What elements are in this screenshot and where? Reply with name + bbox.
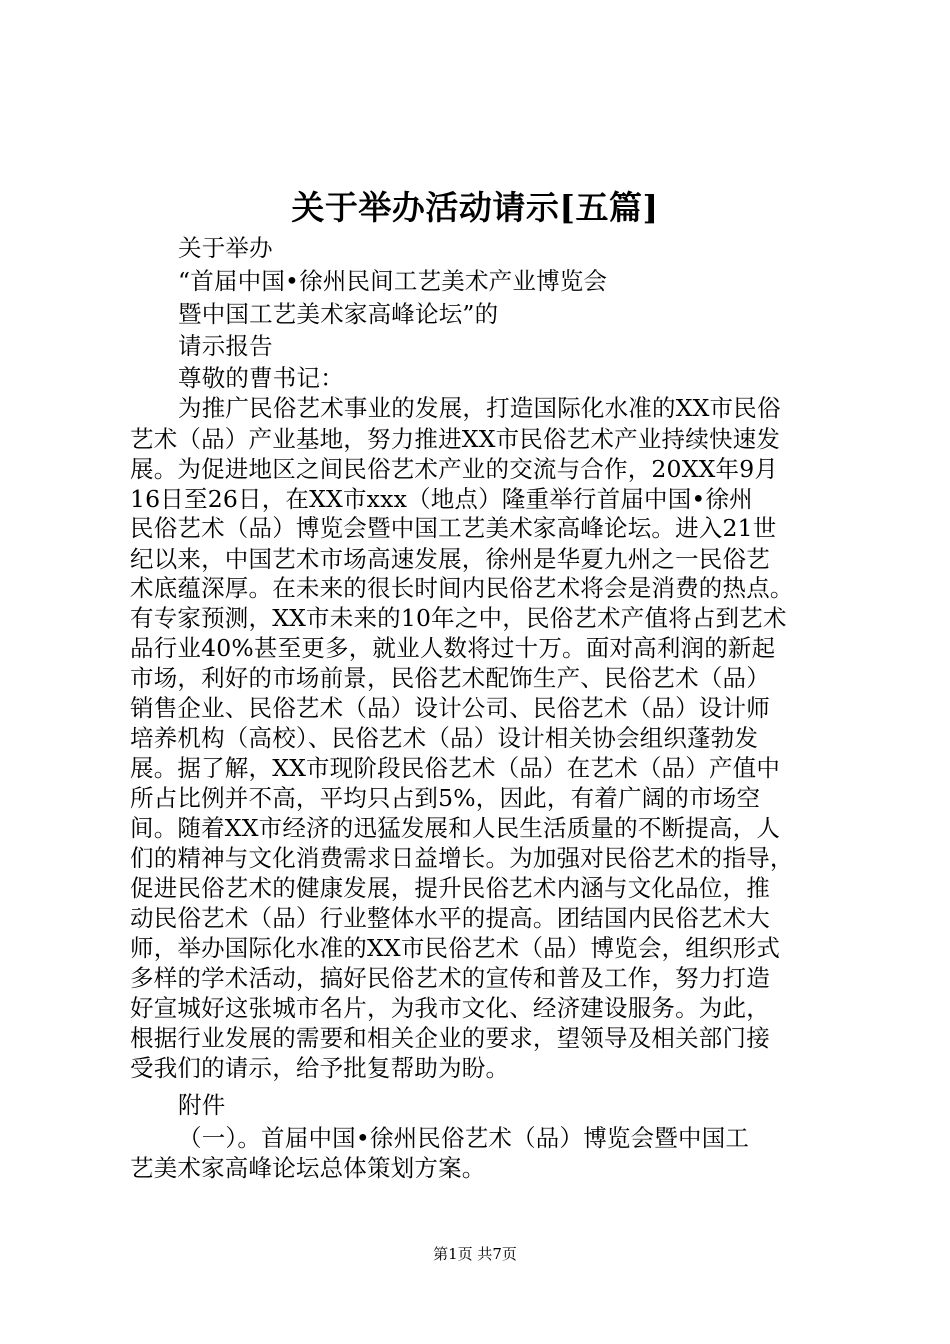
body-line: 术底蕴深厚。在未来的很长时间内民俗艺术将会是消费的热点。 [130,574,794,602]
salutation: 尊敬的曹书记： [178,364,344,392]
body-line: 动民俗艺术（品）行业整体水平的提高。团结国内民俗艺术大 [130,904,770,932]
body-line: 们的精神与文化消费需求日益增长。为加强对民俗艺术的指导， [130,844,794,872]
body-line: 展。据了解，XX市现阶段民俗艺术（品）在艺术（品）产值中 [130,754,781,782]
body-line: 好宣城好这张城市名片，为我市文化、经济建设服务。为此， [130,994,770,1022]
body-line: 为推广民俗艺术事业的发展，打造国际化水准的XX市民俗 [178,394,781,422]
body-line: 培养机构（高校）、民俗艺术（品）设计相关协会组织蓬勃发 [130,724,759,752]
body-line: 民俗艺术（品）博览会暨中国工艺美术家高峰论坛。进入21世 [130,514,777,542]
body-line: 销售企业、民俗艺术（品）设计公司、民俗艺术（品）设计师 [130,694,770,722]
body-line: 师，举办国际化水准的XX市民俗艺术（品）博览会，组织形式 [130,934,781,962]
body-line: 根据行业发展的需要和相关企业的要求，望领导及相关部门接 [130,1024,770,1052]
document-title: 关于举办活动请示[五篇] [291,188,659,227]
attachment-item: 艺美术家高峰论坛总体策划方案。 [130,1154,486,1182]
body-line: 市场，利好的市场前景，民俗艺术配饰生产、民俗艺术（品） [130,664,770,692]
body-line: 间。随着XX市经济的迅猛发展和人民生活质量的不断提高，人 [130,814,781,842]
body-line: 纪以来，中国艺术市场高速发展，徐州是华夏九州之一民俗艺 [130,545,770,573]
body-line: 艺术（品）产业基地，努力推进XX市民俗艺术产业持续快速发 [130,425,781,453]
body-line: 多样的学术活动，搞好民俗艺术的宣传和普及工作，努力打造 [130,964,770,992]
body-line: 受我们的请示，给予批复帮助为盼。 [130,1054,510,1082]
page-indicator: 第1页 共7页 [433,1245,517,1263]
body-line: 16日至26日，在XX市xxx（地点）隆重举行首届中国•徐州 [130,485,753,513]
body-line: 促进民俗艺术的健康发展，提升民俗艺术内涵与文化品位，推 [130,874,770,902]
attachment-label: 附件 [178,1091,226,1119]
body-line: 所占比例并不高，平均只占到5%，因此，有着广阔的市场空 [130,784,761,812]
heading-line: 暨中国工艺美术家高峰论坛”的 [178,300,499,328]
body-line: 有专家预测，XX市未来的10年之中，民俗艺术产值将占到艺术 [130,604,787,632]
heading-line: “首届中国•徐州民间工艺美术产业博览会 [178,267,608,295]
heading-line: 关于举办 [178,234,273,262]
heading-line: 请示报告 [178,332,273,360]
body-line: 品行业40%甚至更多，就业人数将过十万。面对高利润的新起 [130,634,776,662]
body-line: 展。为促进地区之间民俗艺术产业的交流与合作，20XX年9月 [130,455,779,483]
attachment-item: （一）。首届中国•徐州民俗艺术（品）博览会暨中国工 [178,1124,750,1152]
